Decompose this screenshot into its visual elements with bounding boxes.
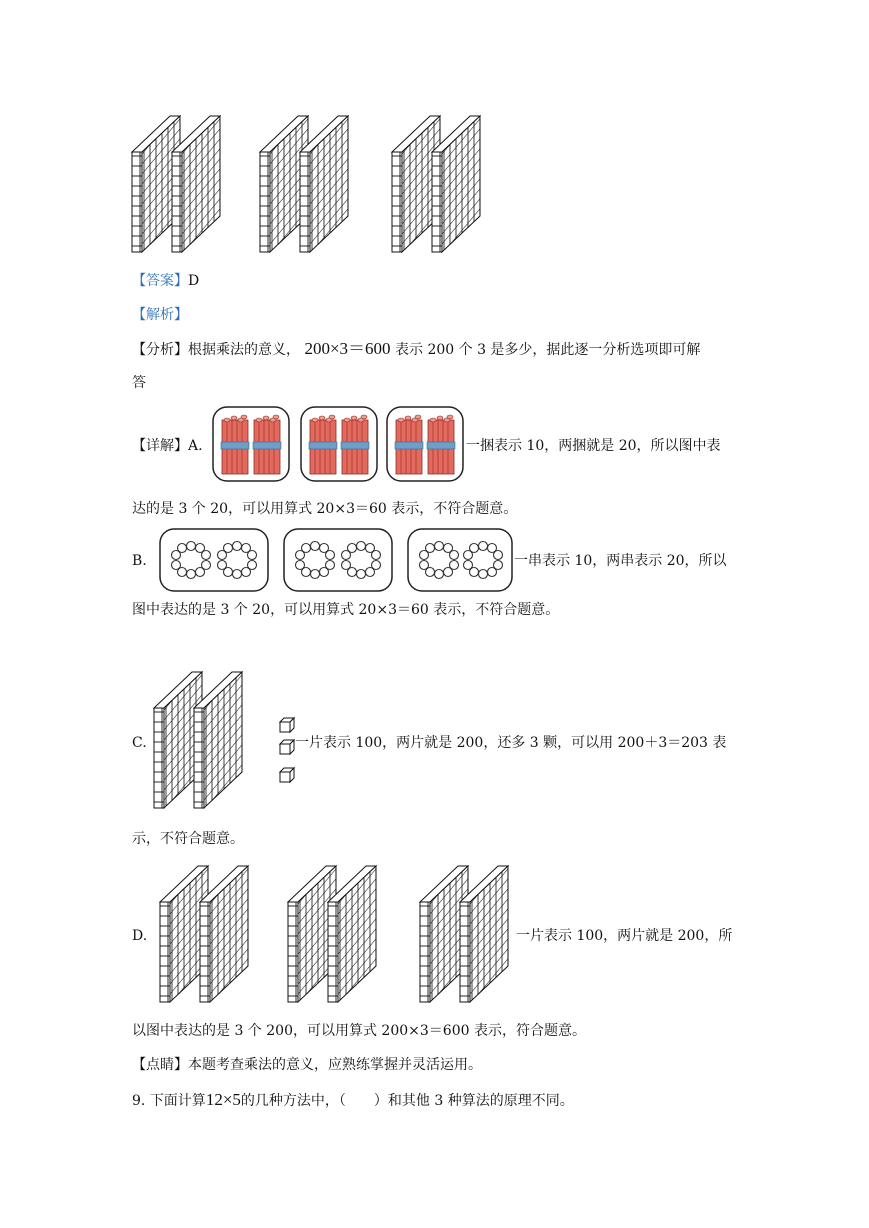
option-d-text: 一片表示 100，两片就是 200，所 xyxy=(516,928,733,944)
option-c-cont: 示，不符合题意。 xyxy=(132,831,244,847)
fenxi-cont: 答 xyxy=(132,375,146,391)
xiangjie-tag: 【详解】 xyxy=(132,438,188,454)
flat-pair-d3 xyxy=(420,866,508,1002)
top-hundred-flats-image xyxy=(132,112,492,257)
bundle-box-2 xyxy=(301,407,377,481)
q9-pre: 下面计算 xyxy=(149,1093,206,1109)
bead-box-2 xyxy=(284,529,392,591)
analysis-tag: 【解析】 xyxy=(132,307,188,323)
unit-cube-2 xyxy=(280,740,294,754)
flat-pair-d2 xyxy=(288,866,376,1002)
q9-number: 9. xyxy=(132,1093,146,1109)
flat-pair-c xyxy=(154,672,242,808)
bundle-box-1 xyxy=(213,407,289,481)
option-a-label: A. xyxy=(188,438,203,454)
fenxi-formula: 200×3＝600 xyxy=(304,339,391,358)
dianjing-line xyxy=(132,1055,482,1075)
option-b-label: B. xyxy=(132,553,147,569)
fenxi-line xyxy=(132,339,700,360)
option-d-cont: 以图中表达的是 3 个 200，可以用算式 200×3＝600 表示，符合题意。 xyxy=(132,1023,586,1039)
xiangjie-line xyxy=(132,436,203,456)
fenxi-tag: 【分析】 xyxy=(132,342,188,358)
flat-pair-1 xyxy=(132,116,220,252)
option-c-label: C. xyxy=(132,735,147,751)
question-9 xyxy=(132,1090,574,1111)
answer-value: D xyxy=(188,273,200,289)
option-a-text: 一捆表示 10，两捆就是 20，所以图中表 xyxy=(466,438,721,454)
unit-cube-1 xyxy=(280,718,294,732)
bead-box-3 xyxy=(408,529,512,591)
option-b-beads-image xyxy=(159,528,519,594)
answer-line xyxy=(132,271,199,291)
analysis-heading xyxy=(132,305,188,325)
q9-post: 的几种方法中，（ ）和其他 3 种算法的原理不同。 xyxy=(240,1093,574,1109)
flat-pair-3 xyxy=(392,116,480,252)
fenxi-post: 表示 200 个 3 是多少，据此逐一分析选项即可解 xyxy=(395,342,701,358)
option-b-text: 一串表示 10，两串表示 20，所以 xyxy=(514,553,727,569)
bundle-box-3 xyxy=(387,407,463,481)
unit-cube-3 xyxy=(280,768,294,782)
option-d-label: D. xyxy=(132,928,148,944)
flat-pair-2 xyxy=(260,116,348,252)
option-a-cont: 达的是 3 个 20，可以用算式 20×3＝60 表示，不符合题意。 xyxy=(132,501,518,517)
dianjing-tag: 【点睛】 xyxy=(132,1057,188,1073)
option-c-flats-image xyxy=(154,672,304,812)
fenxi-pre: 根据乘法的意义， xyxy=(188,342,300,358)
dianjing-text: 本题考查乘法的意义，应熟练掌握并灵活运用。 xyxy=(188,1057,482,1073)
flat-pair-d1 xyxy=(160,866,248,1002)
bead-box-1 xyxy=(160,529,268,591)
answer-tag: 【答案】 xyxy=(132,273,188,289)
option-d-flats-image xyxy=(160,862,520,1007)
option-c-text: 一片表示 100，两片就是 200，还多 3 颗，可以用 200＋3＝203 表 xyxy=(295,735,727,751)
option-b-cont: 图中表达的是 3 个 20，可以用算式 20×3＝60 表示，不符合题意。 xyxy=(132,602,560,618)
q9-formula: 12×5 xyxy=(205,1090,241,1109)
